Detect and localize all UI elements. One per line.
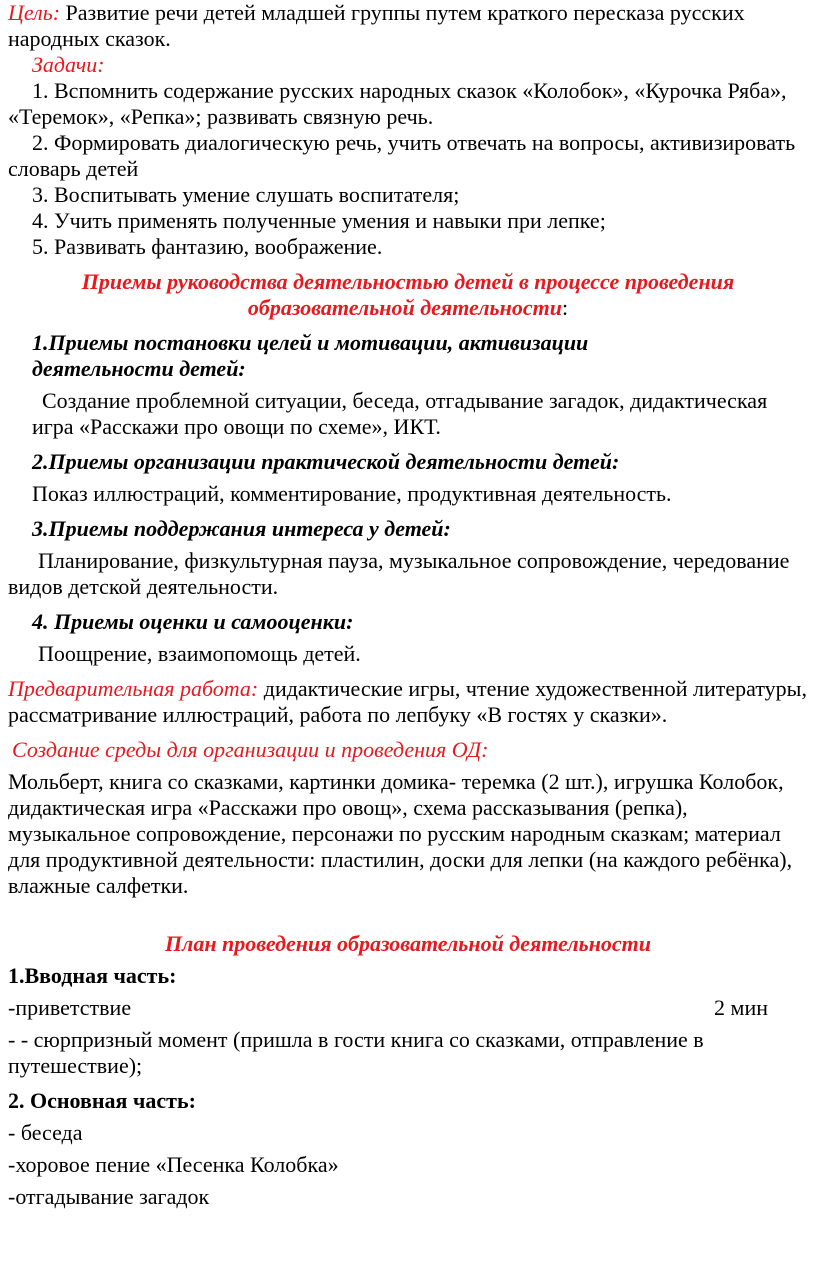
- task-item-5: 5. Развивать фантазию, воображение.: [32, 234, 383, 259]
- method-text-1: Создание проблемной ситуации, беседа, отгадывание загадок, дидактическая игра «Расскажи про овощи по схеме», ИКТ.: [32, 388, 768, 439]
- method-text-4: Поощрение, взаимопомощь детей.: [38, 641, 361, 666]
- task-item-1: 1. Вспомнить содержание русских народных сказок «Колобок», «Курочка Ряба», «Теремок», «Репка»; развивать связную речь.: [8, 78, 787, 129]
- method-title-2: 2.Приемы организации практической деятельности детей:: [32, 449, 620, 474]
- method-title-1: 1.Приемы постановки целей и мотивации, активизации деятельности детей:: [32, 330, 589, 381]
- task-item-4: 4. Учить применять полученные умения и навыки при лепке;: [32, 208, 606, 233]
- plan-intro-title: 1.Вводная часть:: [8, 963, 177, 988]
- environment-text: Мольберт, книга со сказками, картинки домика- теремка (2 шт.), игрушка Колобок, дидактическая игра «Расскажи про овощ», схема рассказывания (репка), музыкальное сопровождение, персонажи по русским народным сказкам; материал для продуктивной деятельности: пластилин, доски для лепки (на каждого ребёнка), влажные салфетки.: [8, 769, 793, 898]
- method-title-3: 3.Приемы поддержания интереса у детей:: [32, 516, 451, 541]
- plan-main-item-1: - беседа: [8, 1120, 83, 1145]
- preliminary-label: Предварительная работа:: [8, 676, 259, 701]
- method-title-4: 4. Приемы оценки и самооценки:: [32, 609, 354, 634]
- task-item-3: 3. Воспитывать умение слушать воспитателя;: [32, 182, 460, 207]
- plan-main-item-3: -отгадывание загадок: [8, 1184, 210, 1209]
- method-text-3: Планирование, физкультурная пауза, музыкальное сопровождение, чередование видов детской деятельности.: [8, 548, 790, 599]
- plan-main-item-2: -хоровое пение «Песенка Колобка»: [8, 1152, 339, 1177]
- task-item-2: 2. Формировать диалогическую речь, учить отвечать на вопросы, активизировать словарь детей: [8, 130, 796, 181]
- plan-heading: План проведения образовательной деятельности: [164, 931, 652, 956]
- methods-heading: Приемы руководства деятельностью детей в процессе проведения образовательной деятельности:: [81, 269, 735, 320]
- method-text-2: Показ иллюстраций, комментирование, продуктивная деятельность.: [32, 481, 672, 506]
- goal-text: Развитие речи детей младшей группы путем краткого пересказа русских народных сказок.: [8, 0, 745, 51]
- environment-label: Создание среды для организации и проведения ОД:: [12, 737, 489, 762]
- preliminary-text: дидактические игры, чтение художественной литературы, рассматривание иллюстраций, работа по лепбуку «В гостях у сказки».: [8, 676, 807, 727]
- plan-surprise: - - сюрпризный момент (пришла в гости книга со сказками, отправление в путешествие);: [8, 1027, 704, 1078]
- tasks-label: Задачи:: [32, 52, 105, 77]
- preliminary-paragraph: [8, 676, 808, 728]
- plan-greeting-row: [8, 995, 808, 1021]
- plan-main-title: 2. Основная часть:: [8, 1088, 196, 1113]
- goal-paragraph: [8, 0, 808, 52]
- plan-greeting: -приветствие: [8, 995, 132, 1020]
- goal-label: Цель:: [8, 0, 61, 25]
- plan-greeting-time: 2 мин: [714, 995, 768, 1020]
